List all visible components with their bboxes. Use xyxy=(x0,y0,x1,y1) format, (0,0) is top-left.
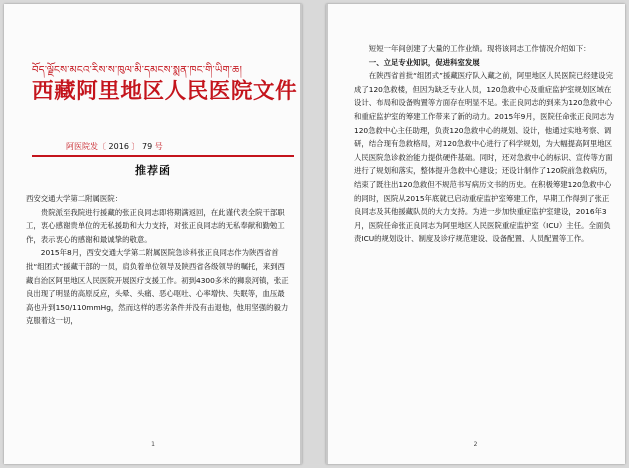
body-paragraph: 短短一年间创建了大量的工作业绩。现将该同志工作情况介绍如下： xyxy=(368,44,591,53)
tibetan-header: བོད་ལྗོངས་མངའ་རིས་ས་ཁུལ་མི་དམངས་སྨན་ཁང་གི་ཡིག་ཆ། xyxy=(32,65,243,76)
page-fold-shadow xyxy=(326,4,328,464)
body-paragraph: 2015年8月，西安交通大学第二附属医院急诊科张正良同志作为陕西省首批“组团式”援藏干部的一员，肩负着单位领导及陕西省各级领导的嘱托，来到西藏自治区阿里地区人民医院开展医疗支援工作。初到4300多米的狮泉河镇，张正良出现了明显的高原反应，头晕、头痛、恶心呕吐、心率增快、失眠等，血压最高也升到150/110mmHg，然而这样的恶劣条件并没有击退他，他用坚强的毅力克服着这一切， xyxy=(26,248,289,326)
doc-number-suffix: 号 xyxy=(154,142,163,151)
hospital-title: 西藏阿里地区人民医院文件 xyxy=(32,79,298,104)
doc-number-mid: 〕 xyxy=(131,142,140,151)
page-number: 2 xyxy=(473,441,478,448)
page-fold-shadow xyxy=(300,4,302,464)
letter-title: 推荐函 xyxy=(135,164,171,177)
document-number xyxy=(66,141,163,152)
body-paragraph: 贵院派至我院进行援藏的张正良同志即将期满返回，在此谨代表全院干部职工，衷心感谢贵单位的无私援助和大力支持，对张正良同志的无私奉献和勤勉工作，表示衷心的感谢和最诚挚的敬意。 xyxy=(26,207,285,244)
body-paragraph: 在陕西省首批“组团式”援藏医疗队入藏之前，阿里地区人民医院已经建设完成了120急救楼，但因为缺乏专业人员，120急救中心及重症监护室规划区域在设计、布局和设备购置等方面存在明显不足。张正良同志的到来为120急救中心和重症监护室的筹建工作带来了新的动力。2015年9月，医院任命张正良同志为120急救中心主任助理，负责120急救中心的规划、设计，他通过实地考察、调研，结合现有急救格局，对120急救中心进行了科学规划，为大幅提高阿里地区人民医院急诊救治能力提供硬件基础。同时，还对急救中心的标识、宣传等方面进行了规划和落实，整体提升急救中心建设；还设计制作了120院前急救病历，结束了既往出120急救但不规范书写病历文书的历史。在积极筹建120急救中心的同时，医院从2015年底就已启动重症监护室筹建工作，早期工作得到了张正良同志及其他援藏队员的大力支持。为进一步加快重症监护室建设，2016年3月，医院任命张正良同志为阿里地区人民医院重症监护室（ICU）主任。全面负责ICU的规划设计、制度及诊疗规范建设、设备配置、人员配置等工作。 xyxy=(354,71,615,244)
salutation: 西安交通大学第二附属医院： xyxy=(26,194,123,203)
document-page-left xyxy=(4,4,302,464)
letter-body xyxy=(26,192,290,328)
doc-number-year: 2016 xyxy=(108,142,129,151)
doc-number-number: 79 xyxy=(142,142,153,151)
red-divider-line xyxy=(32,155,294,157)
doc-number-prefix: 阿医院发〔 xyxy=(66,142,106,151)
page-number: 1 xyxy=(151,441,155,448)
section-heading: 一、立足专业知识，促进科室发展 xyxy=(368,57,480,67)
letter-body-continued xyxy=(354,42,614,246)
document-page-right xyxy=(326,4,625,464)
